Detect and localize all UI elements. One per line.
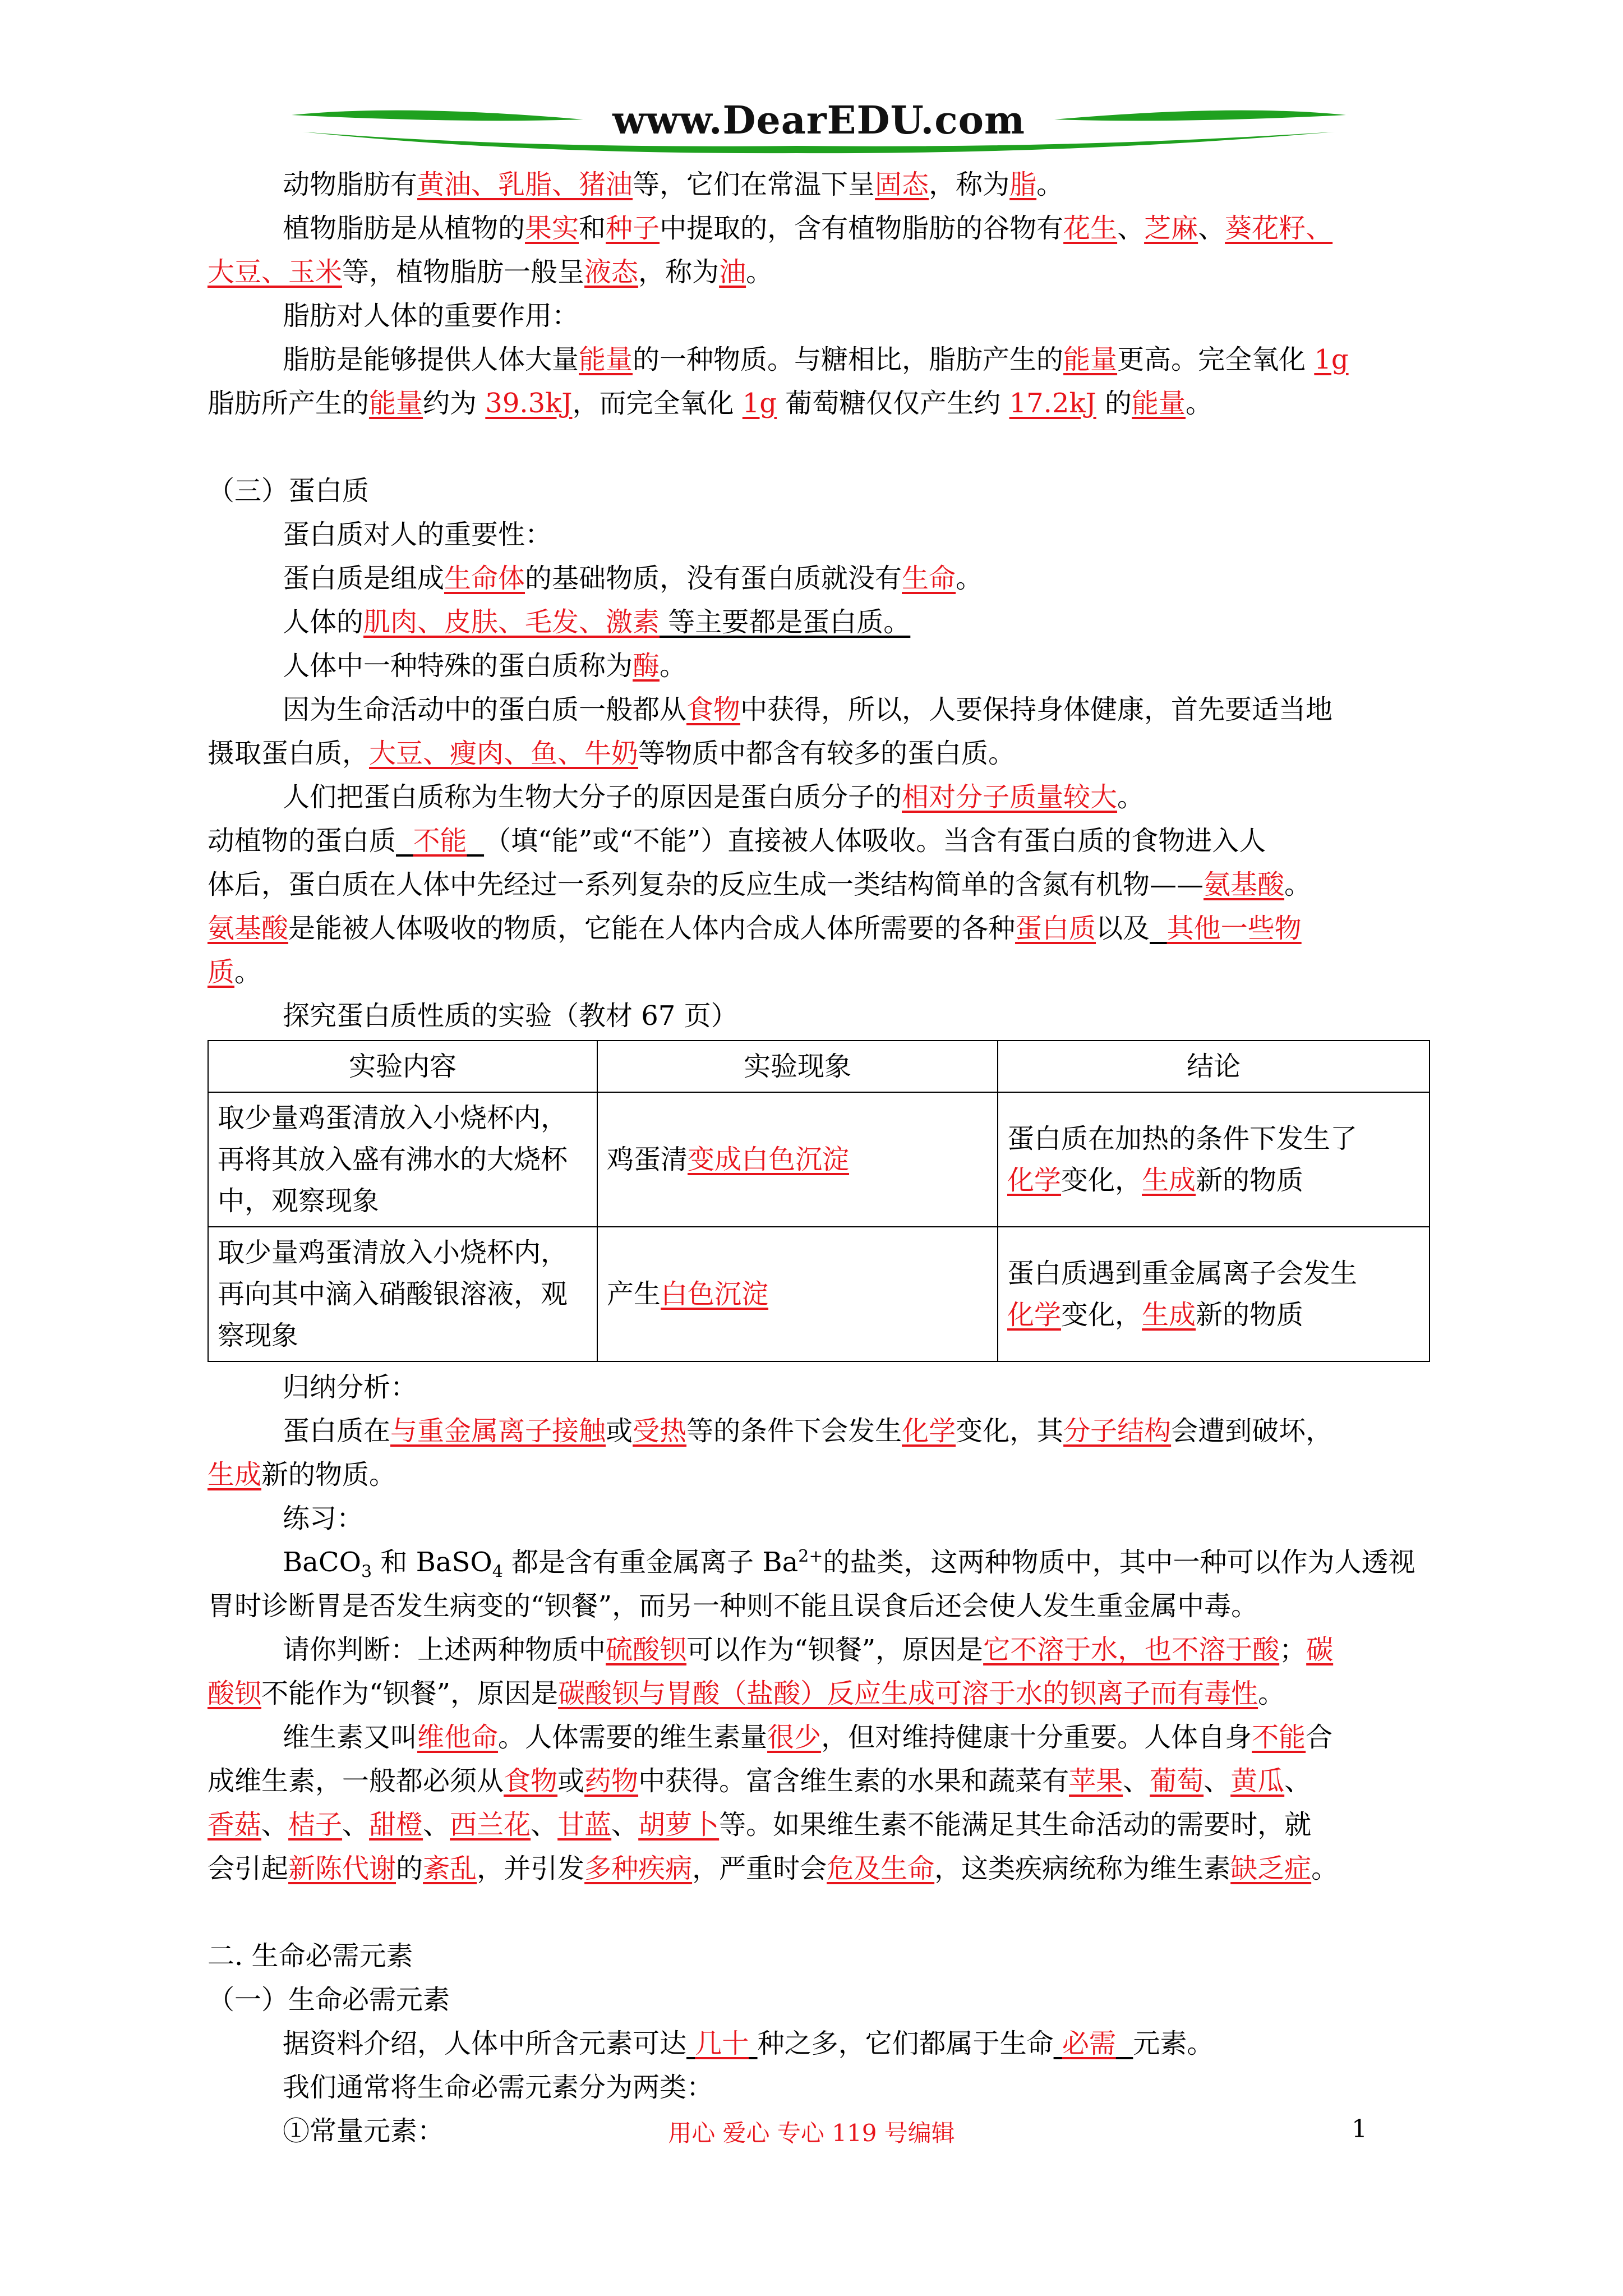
paragraph-plant-fat: 植物脂肪是从植物的果实和种子中提取的，含有植物脂肪的谷物有花生、芝麻、葵花籽、 [283,213,1333,244]
paragraph-exercise-cont: 胃时诊断胃是否发生病变的“钡餐”，而另一种则不能且误食后还会使人发生重金属中毒。 [208,1590,1258,1622]
paragraph-exercise: BaCO$_3$ 和 BaSO$_4$ 都是含有重金属离子 $Ba^{2+}$的盐类，这两种物质中，其中一种可以作为人透视 [283,1547,1415,1582]
page-number: 1 [1352,2115,1367,2143]
section-title-elements: 二. 生命必需元素 [208,1940,413,1972]
table-header-cell: 实验内容 [208,1041,597,1092]
table-cell-conclusion: 蛋白质在加热的条件下发生了 化学变化，生成新的物质 [998,1092,1430,1227]
table-cell-content: 取少量鸡蛋清放入小烧杯内， 再向其中滴入硝酸银溶液，观 察现象 [208,1227,597,1361]
paragraph-macromolecule: 人们把蛋白质称为生物大分子的原因是蛋白质分子的相对分子质量较大。 [283,781,1145,813]
paragraph-judgement-cont: 酸钡不能作为“钡餐”，原因是碳酸钡与胃酸（盐酸）反应生成可溶于水的钡离子而有毒性。 [208,1678,1285,1709]
site-header [292,93,1346,154]
paragraph-protein-importance: 蛋白质对人的重要性： [283,519,552,550]
page-footer: 用心 爱心 专心 119 号编辑 [668,2119,955,2147]
paragraph-enzyme: 人体中一种特殊的蛋白质称为酶。 [283,650,687,682]
table-cell-content: 取少量鸡蛋清放入小烧杯内， 再将其放入盛有沸水的大烧杯 中，观察现象 [208,1092,597,1227]
paragraph-summary: 蛋白质在与重金属离子接触或受热等的条件下会发生化学变化，其分子结构会遭到破坏， [283,1415,1333,1447]
paragraph-plant-fat-cont: 大豆、玉米等，植物脂肪一般呈液态，称为油。 [208,256,773,288]
site-logo[interactable]: www.DearEDU.com [612,98,1025,143]
paragraph-vitamin: 维生素又叫维他命。人体需要的维生素量很少，但对维持健康十分重要。人体自身不能合 [283,1722,1333,1753]
paragraph-amino-acid-cont1: 体后，蛋白质在人体中先经过一系列复杂的反应生成一类结构简单的含氮有机物——氨基酸。 [208,869,1312,900]
table-row [208,1092,1430,1227]
paragraph-amino-acid-cont3: 质。 [208,956,262,988]
table-header-cell: 实验现象 [597,1041,998,1092]
subsection-title-elements: （一）生命必需元素 [208,1984,450,2016]
paragraph-vitamin-cont2: 香菇、桔子、甜橙、西兰花、甘蓝、胡萝卜等。如果维生素不能满足其生命活动的需要时，就 [208,1809,1312,1841]
table-row [208,1227,1430,1361]
section-title-protein: （三）蛋白质 [208,475,370,507]
table-cell-phenomenon: 鸡蛋清变成白色沉淀 [597,1092,998,1227]
paragraph-protein-body: 人体的肌肉、皮肤、毛发、激素 等主要都是蛋白质。 [283,606,911,638]
table-header-row [208,1041,1430,1092]
paragraph-protein-food: 因为生命活动中的蛋白质一般都从食物中获得，所以，人要保持身体健康，首先要适当地 [283,694,1333,725]
table-header-cell: 结论 [998,1041,1430,1092]
document-body [208,163,1430,2153]
paragraph-exercise-title: 练习： [283,1503,364,1534]
paragraph-element-classes: 我们通常将生命必需元素分为两类： [283,2072,714,2103]
paragraph-amino-acid-cont2: 氨基酸是能被人体吸收的物质，它能在人体内合成人体所需要的各种蛋白质以及 其他一些物 [208,913,1302,944]
paragraph-amino-acid: 动植物的蛋白质 不能 （填“能”或“不能”）直接被人体吸收。当含有蛋白质的食物进入人 [208,825,1266,857]
paragraph-judgement: 请你判断：上述两种物质中硫酸钡可以作为“钡餐”，原因是它不溶于水，也不溶于酸；碳 [283,1634,1334,1665]
paragraph-protein-food-cont: 摄取蛋白质，大豆、瘦肉、鱼、牛奶等物质中都含有较多的蛋白质。 [208,738,1016,769]
paragraph-fat-importance: 脂肪对人体的重要作用： [283,300,579,332]
paragraph-vitamin-cont3: 会引起新陈代谢的紊乱，并引发多种疾病，严重时会危及生命，这类疾病统称为维生素缺乏症。 [208,1853,1339,1884]
paragraph-macro-elements: ①常量元素： [283,2115,445,2147]
paragraph-experiment-title: 探究蛋白质性质的实验（教材 67 页） [283,1000,738,1032]
paragraph-summary-title: 归纳分析： [283,1372,418,1403]
paragraph-fat-energy: 脂肪是能够提供人体大量能量的一种物质。与糖相比，脂肪产生的能量更高。完全氧化 1g [283,344,1349,375]
paragraph-animal-fat: 动物脂肪有黄油、乳脂、猪油等，它们在常温下呈固态，称为脂。 [283,169,1064,200]
paragraph-protein-basis: 蛋白质是组成生命体的基础物质，没有蛋白质就没有生命。 [283,563,983,594]
experiment-table [208,1040,1430,1362]
paragraph-element-count: 据资料介绍，人体中所含元素可达 几十 种之多，它们都属于生命 必需 元素。 [283,2028,1214,2059]
table-cell-phenomenon: 产生白色沉淀 [597,1227,998,1361]
table-cell-conclusion: 蛋白质遇到重金属离子会发生 化学变化，生成新的物质 [998,1227,1430,1361]
paragraph-fat-energy-cont: 脂肪所产生的能量约为 39.3kJ，而完全氧化 1g 葡萄糖仅仅产生约 17.2kJ 的能量。 [208,388,1213,419]
paragraph-summary-cont: 生成新的物质。 [208,1459,396,1490]
paragraph-vitamin-cont1: 成维生素，一般都必须从食物或药物中获得。富含维生素的水果和蔬菜有苹果、葡萄、黄瓜、 [208,1765,1312,1797]
